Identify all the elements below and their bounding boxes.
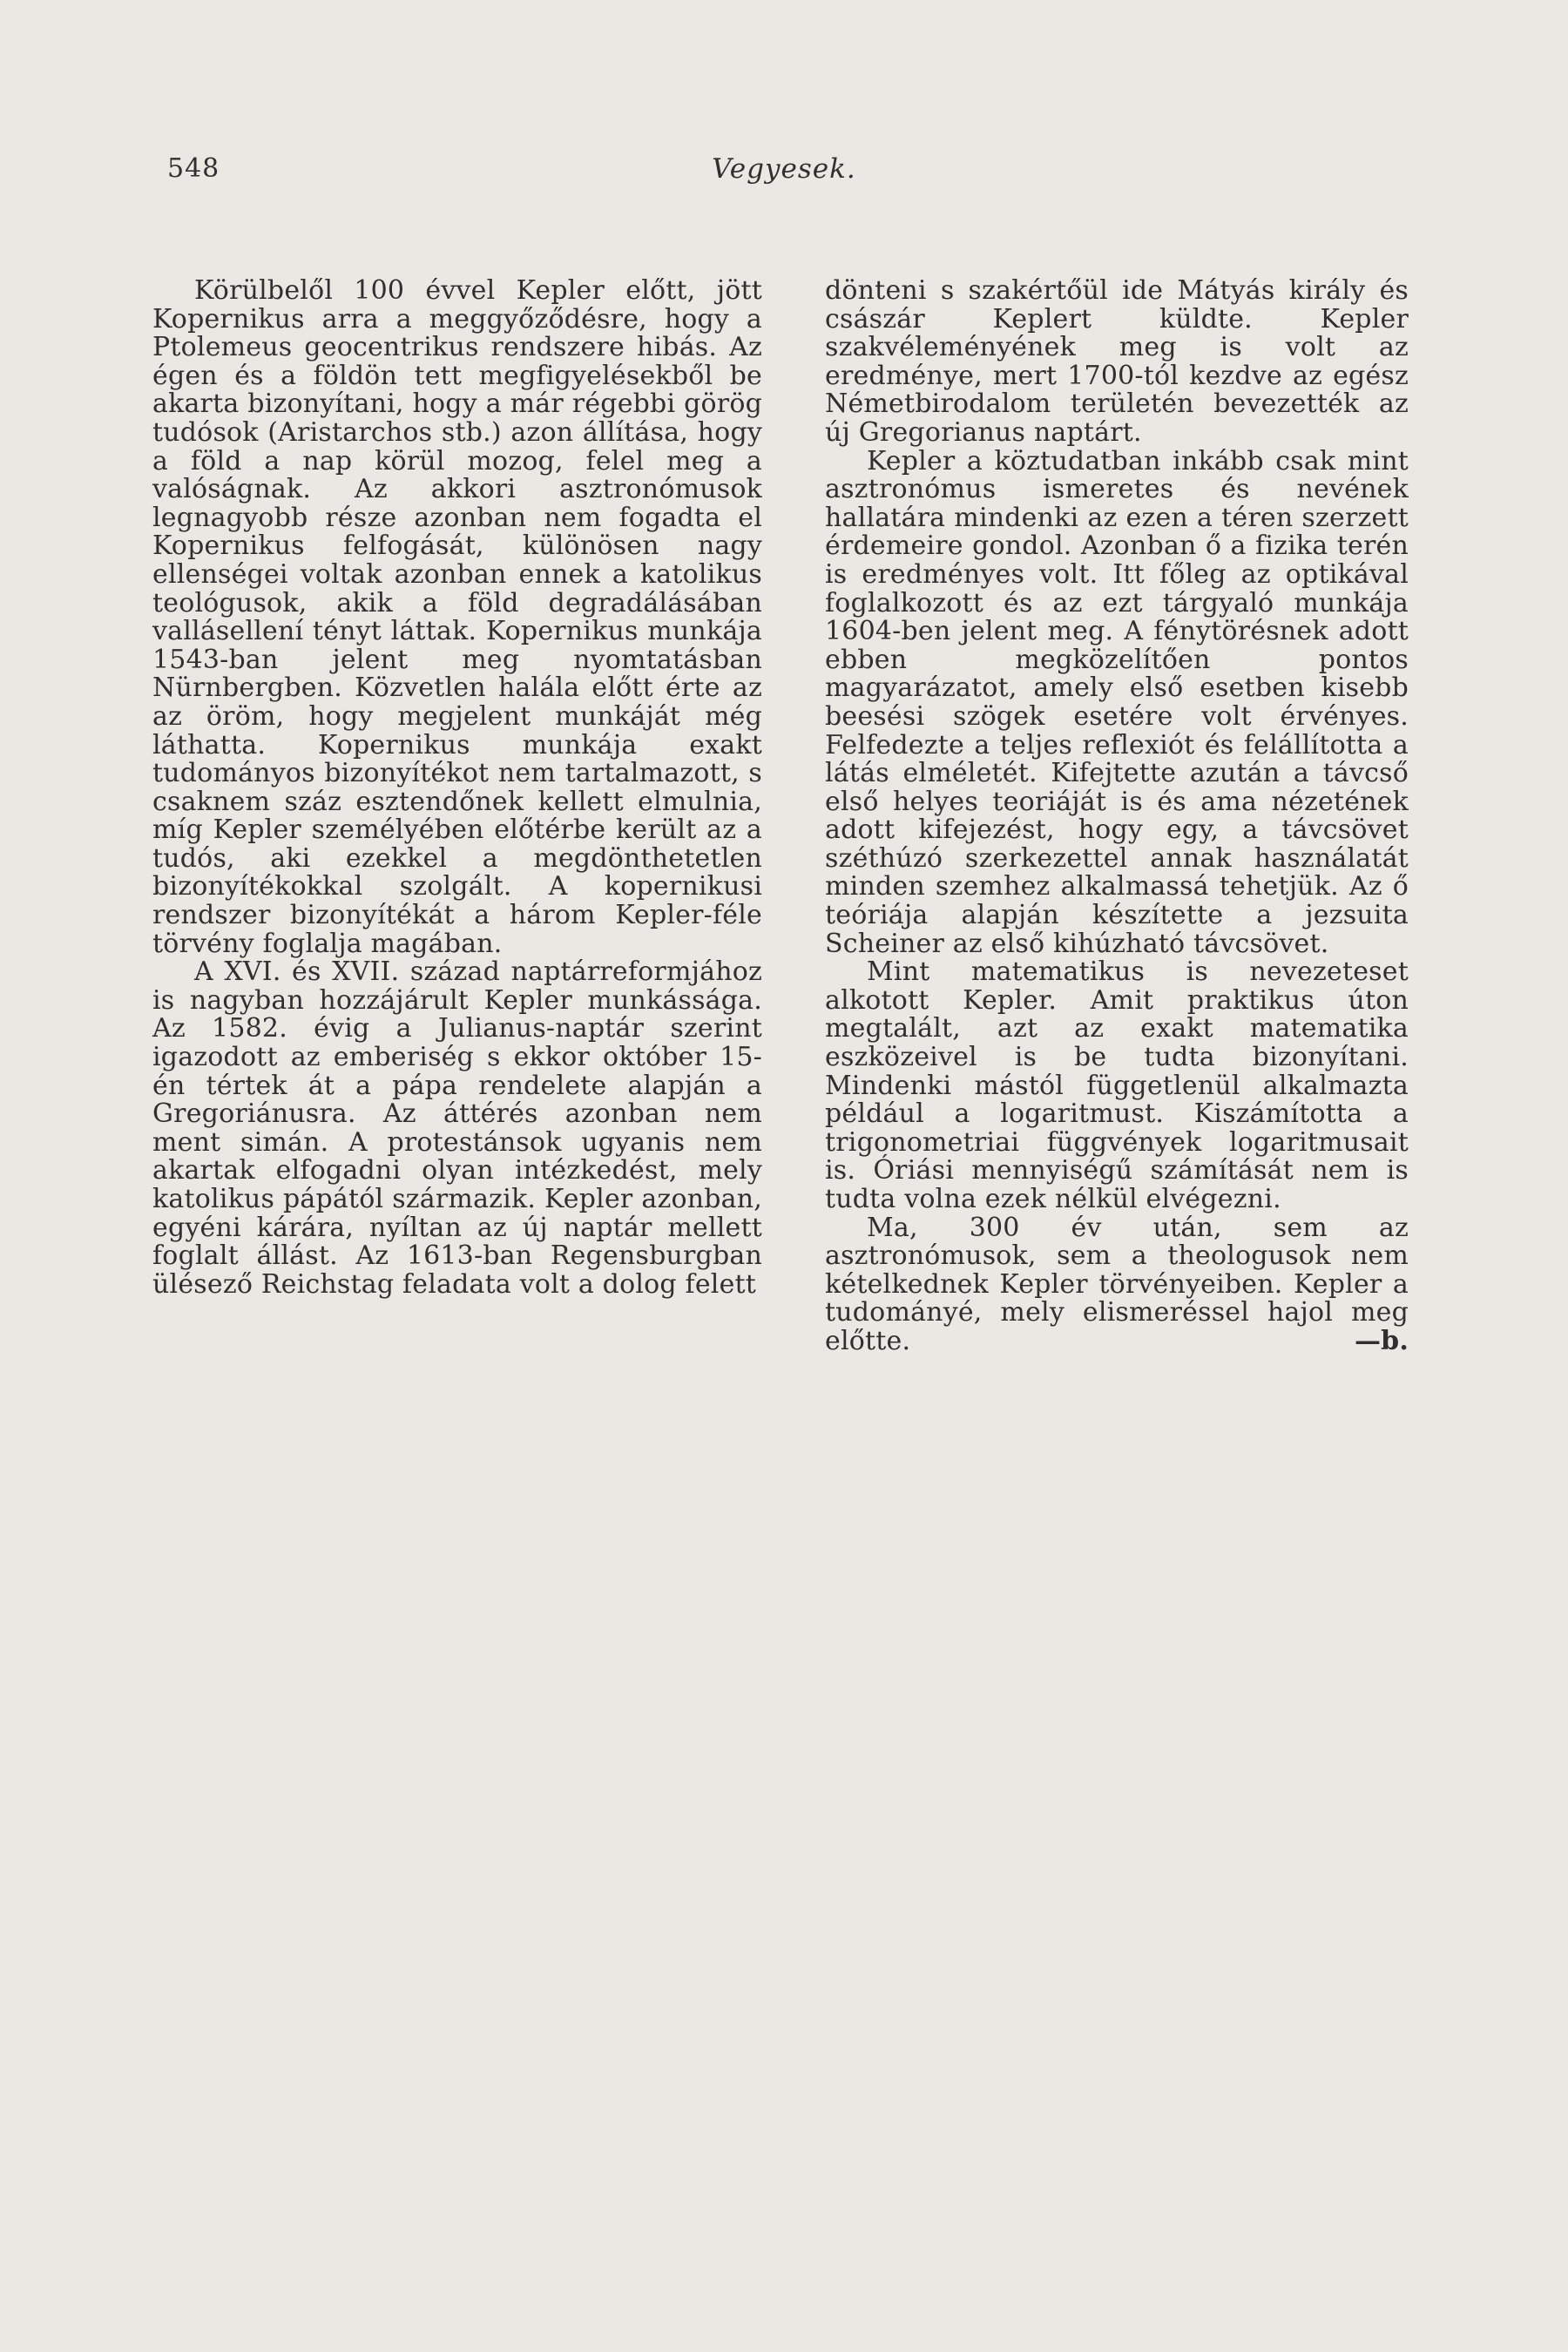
paragraph-kopernikus: Körülbelől 100 évvel Kepler előtt, jött Kopernikus arra a meggyőződésre, hogy a Ptolemeus geocentrikus rendszere hibás. Az égen és a földön tett megfigyelésekből be akarta bizonyítani, hogy a már régebbi görög tudósok (Aristarchos stb.) azon állítása, hogy a föld a nap körül mozog, felel meg a valóságnak. Az akkori asztronómusok legnagyobb része azonban nem fogadta el Kopernikus felfogását, különösen nagy ellenségei voltak azonban ennek a katolikus teológusok, akik a föld degradálásában vallásellení tényt láttak. Kopernikus munkája 1543-ban jelent meg nyomtatásban Nürnbergben. Közvetlen halála előtt érte az az öröm, hogy megjelent munkáját még láthatta. Kopernikus munkája exakt tudományos bizonyítékot nem tartalmazott, s csaknem száz esztendőnek kellett elmulnia, míg Kepler személyében előtérbe került az a tudós, aki ezekkel a megdönthetetlen bizonyítékokkal szolgált. A kopernikusi rendszer bizonyítékát a három Kepler-féle törvény foglalja magában. — [152, 275, 762, 959]
page-number: 548 — [167, 153, 220, 184]
running-title: Vegyesek. — [712, 153, 856, 185]
author-signature: —b. — [1354, 1325, 1409, 1356]
left-column — [152, 277, 762, 1299]
paragraph-conclusion: Ma, 300 év után, sem az asztronómusok, sem a theologusok nem kételkednek Kepler törvényeiben. Kepler a tudományé, mely elismeréssel hajol meg előtte. — [825, 1212, 1409, 1356]
paragraph-physics: Kepler a köztudatban inkább csak mint asztronómus ismeretes és nevének hallatára mindenki az ezen a téren szerzett érdemeire gondol. Azonban ő a fizika terén is eredményes volt. Itt főleg az optikával foglalkozott és az ezt tárgyaló munkája 1604-ben jelent meg. A fénytörésnek adott ebben megközelítően pontos magyarázatot, amely első esetben kisebb beesési szögek esetére volt érvényes. Felfedezte a teljes reflexiót és felállította a látás elméletét. Kifejtette azután a távcső első helyes teoriáját is és ama nézetének adott kifejezést, hogy egy, a távcsövet széthúzó szerkezettel annak használatát minden szemhez alkalmassá tehetjük. Az ő teóriája alapján készítette a jezsuita Scheiner az első kihúzható távcsövet. — [825, 445, 1409, 959]
paragraph-calendar-reform: A XVI. és XVII. század naptárreformjához is nagyban hozzájárult Kepler munkássága. Az 1582. évig a Julianus-naptár szerint igazodott az emberiség s ekkor október 15-én tértek át a pápa rendelete alapján a Gregoriánusra. Az áttérés azonban nem ment simán. A protestánsok ugyanis nem akartak elfogadni olyan intézkedést, mely katolikus pápától származik. Kepler azonban, egyéni kárára, nyíltan az új naptár mellett foglalt állást. Az 1613-ban Regensburgban ülésező Reichstag feladata volt a dolog felett — [152, 956, 762, 1300]
right-column — [825, 277, 1409, 1356]
paragraph-mathematics: Mint matematikus is nevezeteset alkotott Kepler. Amit praktikus úton megtalált, azt az exakt matematika eszközeivel is be tudta bizonyítani. Mindenki mástól függetlenül alkalmazta például a logaritmust. Kiszámította a trigonometriai függvények logaritmusait is. Óriási mennyiségű számítását nem is tudta volna ezek nélkül elvégezni. — [825, 956, 1409, 1214]
paragraph-continued: dönteni s szakértőül ide Mátyás király és császár Keplert küldte. Kepler szakvéleményének meg is volt az eredménye, mert 1700-tól kezdve az egész Németbirodalom területén bevezették az új Gregorianus naptárt. — [825, 275, 1409, 448]
